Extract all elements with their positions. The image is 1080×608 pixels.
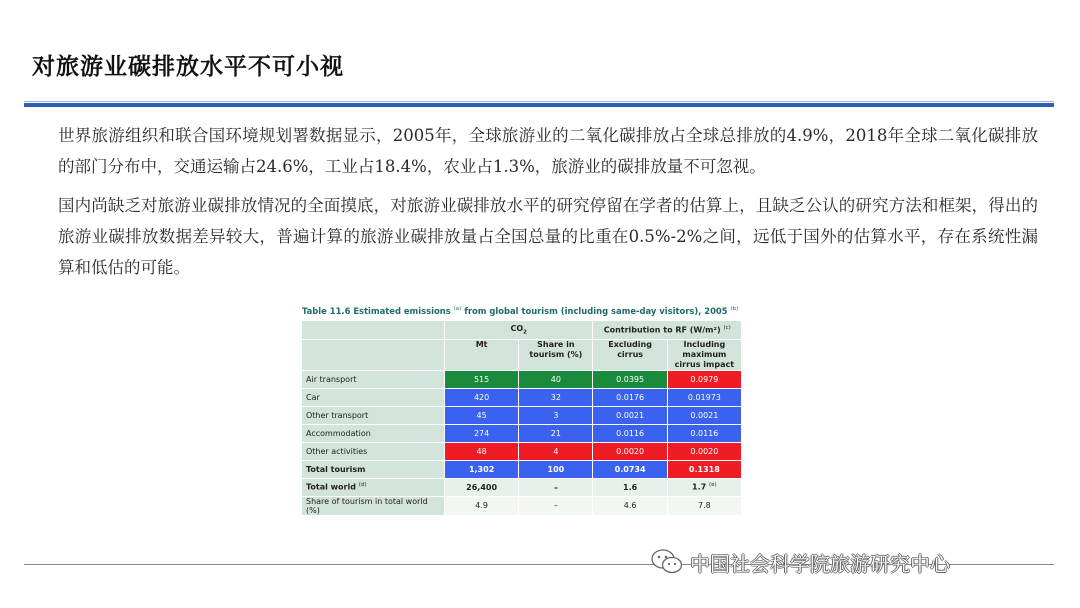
row-label-footnote: (d) (358, 482, 367, 489)
cell-share: 4 (519, 442, 593, 460)
cell-share: 40 (519, 370, 593, 388)
cell-incl: 0.0979 (667, 370, 741, 388)
cell-incl: 7.8 (667, 496, 741, 515)
table-caption (302, 306, 742, 316)
cell-incl-footnote: (e) (709, 482, 717, 489)
header-rf-sup: (c) (723, 324, 731, 331)
table-row-other-transport (302, 406, 742, 424)
header-co2 (444, 321, 593, 339)
title-divider (24, 103, 1054, 107)
header-co2-sub: 2 (523, 329, 527, 336)
body-text (58, 120, 1038, 291)
cell-excl: 0.0021 (593, 406, 667, 424)
cell-share: – (519, 496, 593, 515)
cell-mt: 4.9 (444, 496, 518, 515)
row-label: Other activities (302, 442, 444, 460)
paragraph-1: 世界旅游组织和联合国环境规划署数据显示，2005年，全球旅游业的二氧化碳排放占全球总排放的4.9%，2018年全球二氧化碳排放的部门分布中，交通运输占24.6%，工业占18.4%，农业占1.3%，旅游业的碳排放量不可忽视。 (58, 126, 1038, 176)
header-excluding-cirrus: Excluding cirrus (593, 339, 667, 370)
row-label: Share of tourism in total world (%) (302, 496, 444, 515)
slide-title: 对旅游业碳排放水平不可小视 (32, 54, 344, 80)
header-rf-text: Contribution to RF (W/m²) (603, 325, 721, 335)
cell-excl: 0.0176 (593, 388, 667, 406)
cell-share: 3 (519, 406, 593, 424)
cell-incl (667, 478, 741, 496)
cell-share: – (519, 478, 593, 496)
cell-excl: 0.0734 (593, 460, 667, 478)
table-corner-cell (302, 321, 444, 339)
cell-incl-text: 1.7 (692, 482, 707, 492)
cell-excl: 1.6 (593, 478, 667, 496)
cell-share: 32 (519, 388, 593, 406)
watermark (650, 546, 950, 578)
table-row-share-of-tourism (302, 496, 742, 515)
table-row-total-world (302, 478, 742, 496)
cell-incl: 0.01973 (667, 388, 741, 406)
row-label: Other transport (302, 406, 444, 424)
cell-incl: 0.0021 (667, 406, 741, 424)
cell-mt: 48 (444, 442, 518, 460)
table-corner-cell-2 (302, 339, 444, 370)
cell-incl: 0.1318 (667, 460, 741, 478)
row-label-text: Total world (306, 482, 356, 492)
table-row-total-tourism (302, 460, 742, 478)
cell-mt: 274 (444, 424, 518, 442)
watermark-text: 中国社会科学院旅游研究中心 (690, 551, 950, 576)
caption-part-b: from global tourism (including same-day visitors), 2005 (464, 306, 728, 316)
paragraph-2: 国内尚缺乏对旅游业碳排放情况的全面摸底，对旅游业碳排放水平的研究停留在学者的估算上，且缺乏公认的研究方法和框架，得出的旅游业碳排放数据差异较大，普遍计算的旅游业碳排放量占全国总量的比重在0.5%-2%之间，远低于国外的估算水平，存在系统性漏算和低估的可能。 (58, 196, 1038, 277)
header-share: Share in tourism (%) (519, 339, 593, 370)
cell-mt: 26,400 (444, 478, 518, 496)
header-rf (593, 321, 742, 339)
emissions-table-figure (302, 306, 742, 516)
caption-footnote-a: (a) (453, 306, 462, 313)
row-label: Accommodation (302, 424, 444, 442)
cell-excl: 0.0020 (593, 442, 667, 460)
table-row-car (302, 388, 742, 406)
cell-excl: 0.0395 (593, 370, 667, 388)
row-label (302, 478, 444, 496)
row-label: Total tourism (302, 460, 444, 478)
cell-mt: 515 (444, 370, 518, 388)
cell-incl: 0.0116 (667, 424, 741, 442)
title-divider-thin (24, 101, 1054, 102)
header-co2-text: CO (510, 323, 524, 333)
cell-share: 21 (519, 424, 593, 442)
table-row-air-transport (302, 370, 742, 388)
cell-share: 100 (519, 460, 593, 478)
cell-mt: 1,302 (444, 460, 518, 478)
cell-excl: 0.0116 (593, 424, 667, 442)
header-mt: Mt (444, 339, 518, 370)
cell-incl: 0.0020 (667, 442, 741, 460)
header-including-cirrus: Including maximum cirrus impact (667, 339, 741, 370)
emissions-table (302, 321, 742, 516)
table-row-accommodation (302, 424, 742, 442)
cell-mt: 420 (444, 388, 518, 406)
wechat-icon (650, 548, 684, 576)
caption-part-a: Table 11.6 Estimated emissions (302, 306, 451, 316)
table-row-other-activities (302, 442, 742, 460)
cell-mt: 45 (444, 406, 518, 424)
cell-excl: 4.6 (593, 496, 667, 515)
row-label: Air transport (302, 370, 444, 388)
caption-footnote-b: (b) (730, 306, 739, 313)
row-label: Car (302, 388, 444, 406)
